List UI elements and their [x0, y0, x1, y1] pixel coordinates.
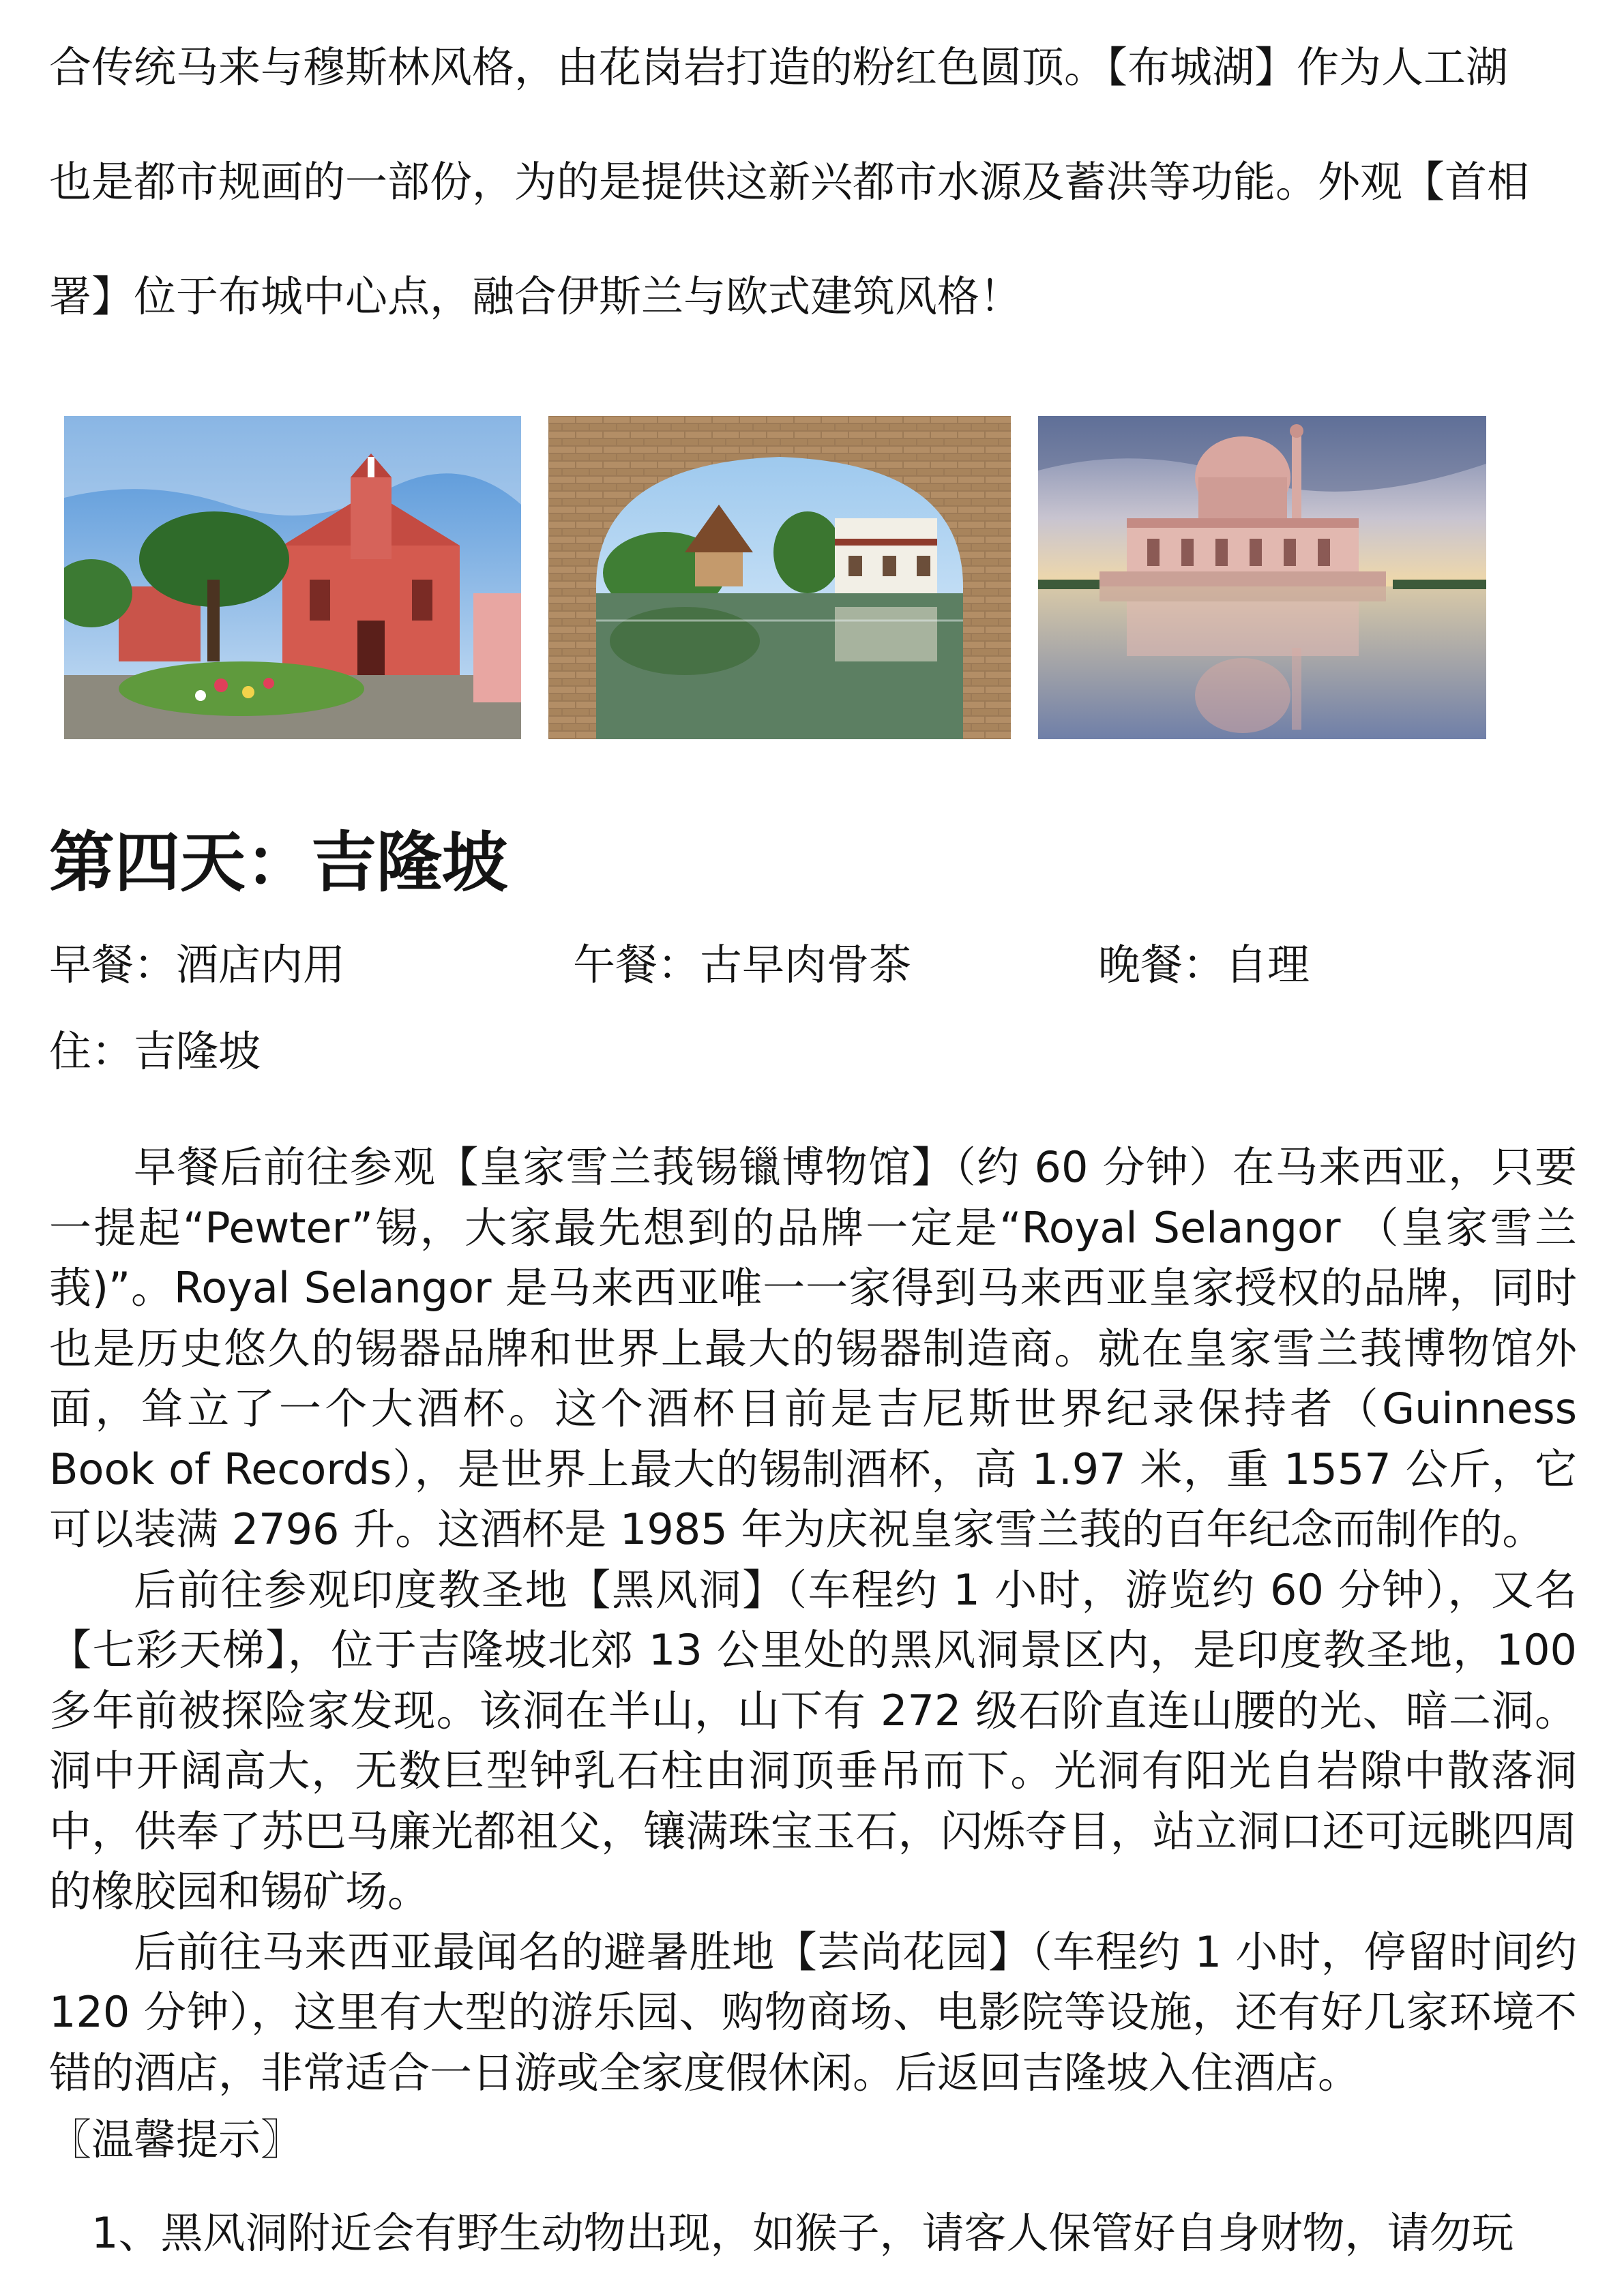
photo-strip [64, 416, 1524, 739]
paragraph-genting: 后前往马来西亚最闻名的避暑胜地【芸尚花园】（车程约 1 小时，停留时间约 120 分钟），这里有大型的游乐园、购物商场、电影院等设施，还有好几家环境不错的酒店，非常适合一日游或全家度假休闲。后返回吉隆坡入住酒店。 [49, 1926, 1577, 2098]
paragraph-pewter-museum: 早餐后前往参观【皇家雪兰莪锡镴博物馆】（约 60 分钟）在马来西亚，只要一提起“Pewter”锡，大家最先想到的品牌一定是“Royal Selangor （皇家雪兰莪)”。Royal Selangor 是马来西亚唯一一家得到马来西亚皇家授权的品牌，同时也是历史悠久的锡器品牌和世界上最大的锡器制造商。就在皇家雪兰莪博物馆外面，耸立了一个大酒杯。这个酒杯目前是吉尼斯世界纪录保持者（Guinness Book of Records），是世界上最大的锡制酒杯，高 1.97 米，重 1557 公斤，它可以装满 2796 升。这酒杯是 1985 年为庆祝皇家雪兰莪的百年纪念而制作的。 [49, 1142, 1577, 1554]
paragraph-batu-caves: 后前往参观印度教圣地【黑风洞】（车程约 1 小时，游览约 60 分钟），又名【七彩天梯】，位于吉隆坡北郊 13 公里处的黑风洞景区内，是印度教圣地，100 多年前被探险家发现。该洞在半山，山下有 272 级石阶直连山腰的光、暗二洞。洞中开阔高大，无数巨型钟乳石柱由洞顶垂吊而下。光洞有阳光自岩隙中散落洞中，供奉了苏巴马廉光都祖父，镶满珠宝玉石，闪烁夺目，站立洞口还可远眺四周的橡胶园和锡矿场。 [49, 1564, 1577, 1916]
tips-title: 〖温馨提示〗 [49, 2115, 304, 2164]
itinerary-body [49, 1137, 1577, 2103]
pink-mosque-photo [1038, 416, 1486, 739]
red-church-photo [64, 416, 521, 739]
day-title: 第四天：吉隆坡 [49, 824, 507, 901]
intro-line-1: 合传统马来与穆斯林风格，由花岗岩打造的粉红色圆顶。【布城湖】作为人工湖 [49, 42, 1509, 92]
intro-line-3: 署】位于布城中心点，融合伊斯兰与欧式建筑风格！ [49, 271, 1022, 321]
intro-line-2: 也是都市规画的一部份，为的是提供这新兴都市水源及蓄洪等功能。外观【首相 [49, 157, 1530, 207]
meal-info [49, 934, 1577, 996]
stay-info: 住：吉隆坡 [49, 1026, 261, 1076]
dinner-info: 晚餐：自理 [1098, 940, 1310, 989]
breakfast-info: 早餐：酒店内用 [49, 940, 346, 989]
lunch-info: 午餐：古早肉骨茶 [573, 940, 912, 989]
stone-arch-river-photo [548, 416, 1011, 739]
tip-item: 1、黑风洞附近会有野生动物出现，如猴子，请客人保管好自身财物，请勿玩 [91, 2208, 1514, 2258]
